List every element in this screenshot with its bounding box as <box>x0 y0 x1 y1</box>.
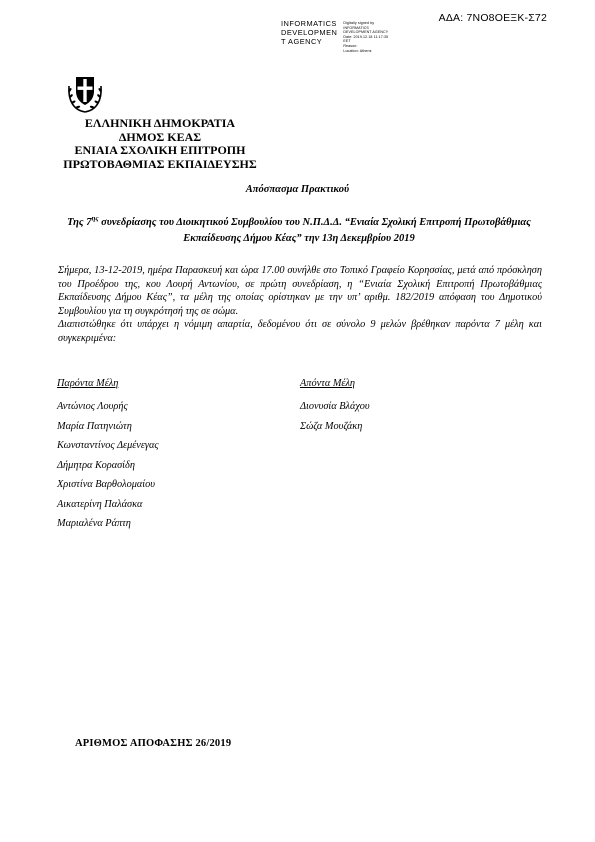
member-name: Μαρία Πατηνιώτη <box>57 420 132 432</box>
stamp-detail-line: DEVELOPMENT AGENCY <box>343 30 389 35</box>
stamp-detail-line: EET <box>343 39 351 44</box>
member-name: Μαριαλένα Ράπτη <box>57 518 131 529</box>
session-title-rest: συνεδρίασης του Διοικητικού Συμβουλίου του Ν.Π.Δ.Δ. “Ενιαία Σχολική Επιτροπή Πρωτοβάθμιας Εκπαίδευσης Δήμου Κέας” την 13η Δεκεμβρίου 2019 <box>98 217 531 244</box>
body-paragraph: Σήμερα, 13-12-2019, ημέρα Παρασκευή και ώρα 17.00 συνήλθε στο Τοπικό Γραφείο Κορησσίας, μετά από πρόσκληση του Προέδρου της, κου Λουρή Αντωνίου, σε πρώτη συνεδρίαση, η “Ενιαία Σχολική Επιτροπή Πρωτοβάθμιας Εκπαίδευσης Δήμου Κέας”, τα μέλη της οποίας ορίστηκαν με την υπ’ αριθμ. 182/2019 απόφαση του Δημοτικού Συμβουλίου για τη συγκρότησή της σε σώμα. <box>58 265 542 317</box>
ada-code: ΑΔΑ: 7ΝΟ8ΟΕΞΚ-Σ72 <box>438 12 547 24</box>
stamp-agency-name <box>281 20 337 46</box>
decision-number: ΑΡΙΘΜΟΣ ΑΠΟΦΑΣΗΣ 26/2019 <box>75 738 232 749</box>
member-name: Αικατερίνη Παλάσκα <box>57 498 143 510</box>
stamp-en-line: DEVELOPMEN <box>281 27 338 37</box>
stamp-signature-details <box>343 21 388 53</box>
absent-members-list <box>300 378 370 436</box>
minutes-body <box>58 264 542 346</box>
absent-members-heading: Απόντα Μέλη <box>300 378 356 389</box>
greek-coat-of-arms-icon <box>65 70 105 114</box>
session-title-ordinal: ης <box>91 214 99 223</box>
stamp-detail-line: INFORMATICS <box>343 25 369 30</box>
stamp-en-line: INFORMATICS <box>281 19 337 28</box>
member-name: Αντώνιος Λουρής <box>57 401 128 412</box>
body-paragraph: Διαπιστώθηκε ότι υπάρχει η νόμιμη απαρτία, δεδομένου ότι σε σύνολο 9 μελών βρέθηκαν παρόντα 7 μέλη και συγκεκριμένα: <box>58 319 542 344</box>
member-name: Διονυσία Βλάχου <box>300 401 370 412</box>
header-republic: ΕΛΛΗΝΙΚΗ ΔΗΜΟΚΡΑΤΙΑ <box>84 116 236 130</box>
session-title-prefix: Της 7 <box>67 217 92 228</box>
stamp-detail-line: Date: 2019.12.18 11:17:35 <box>343 34 389 39</box>
member-name: Δήμητρα Κορασίδη <box>57 459 135 471</box>
member-name: Σώζα Μουζάκη <box>300 420 363 432</box>
header-education-level: ΠΡΩΤΟΒΑΘΜΙΑΣ ΕΚΠΑΙΔΕΥΣΗΣ <box>63 156 257 171</box>
header-committee: ΕΝΙΑΙΑ ΣΧΟΛΙΚΗ ΕΠΙΤΡΟΠΗ <box>74 143 246 157</box>
member-name: Χριστίνα Βαρθολομαίου <box>57 479 156 490</box>
header-municipality: ΔΗΜΟΣ ΚΕΑΣ <box>118 129 202 144</box>
stamp-detail-line: Reason: <box>343 43 358 48</box>
stamp-detail-line: Location: Athens <box>343 48 372 53</box>
session-title <box>60 215 538 247</box>
document-title: Απόσπασμα Πρακτικού <box>245 184 350 195</box>
stamp-en-line: T AGENCY <box>281 36 323 46</box>
issuer-header <box>50 117 270 171</box>
stamp-detail-line: Digitally signed by <box>343 21 375 25</box>
present-members-heading: Παρόντα Μέλη <box>57 378 119 389</box>
present-members-list <box>57 378 159 534</box>
digital-signature-stamp <box>281 20 388 53</box>
member-name: Κωνσταντίνος Δεμένεγας <box>57 440 159 451</box>
